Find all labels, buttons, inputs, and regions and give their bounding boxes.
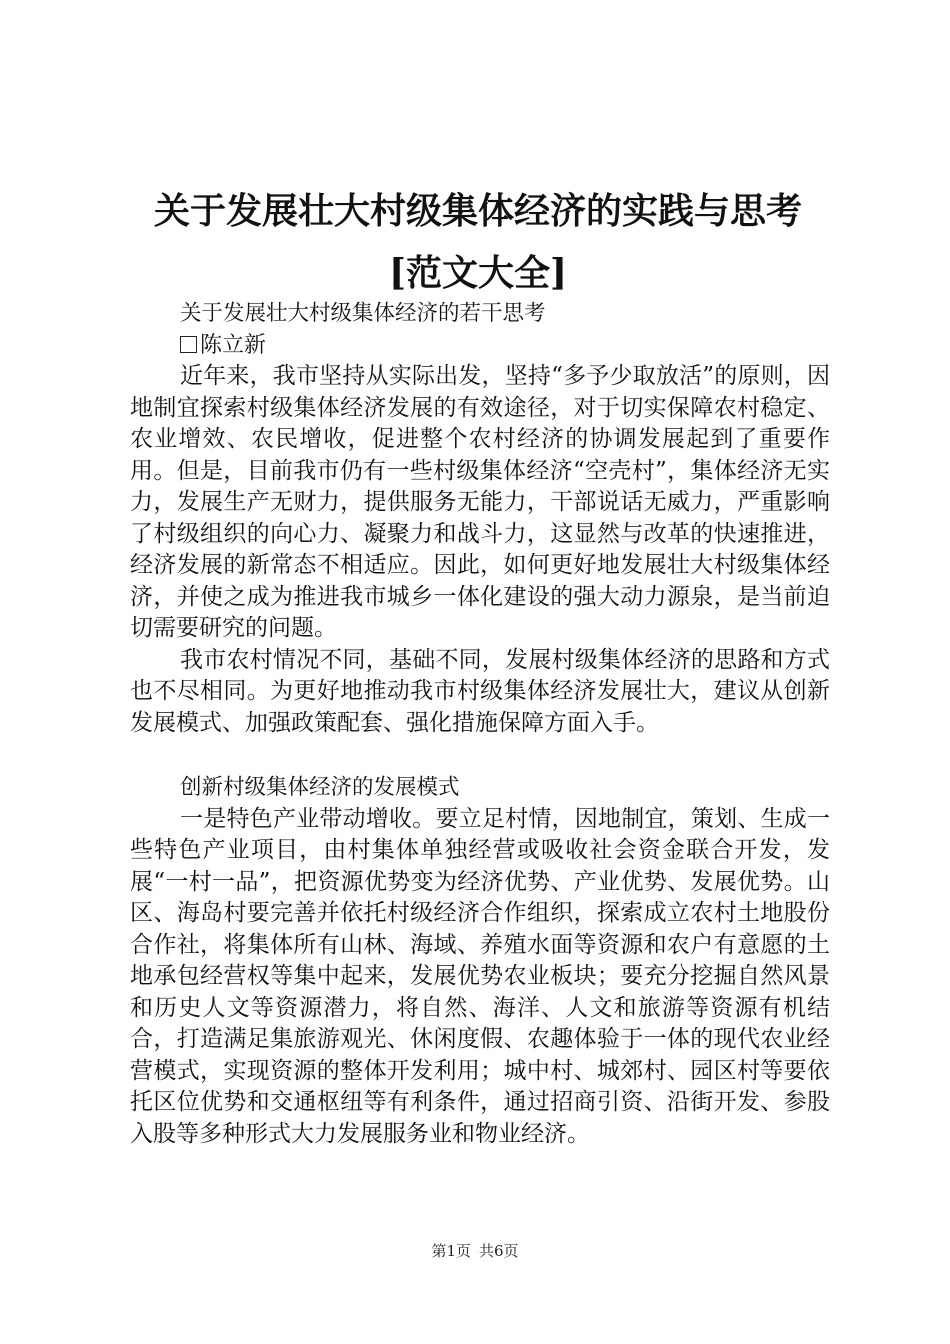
section-heading: 创新村级集体经济的发展模式 [180,775,460,800]
paragraph-approach: 我市农村情况不同，基础不同，发展村级集体经济的思路和方式也不尽相同。为更好地推动我市村级集体经济发展壮大，建议从创新发展模式、加强政策配套、强化措施保障方面入手。 [130,646,830,736]
page-number-total: 共6页 [479,1242,519,1260]
author-name: 陈立新 [200,332,267,358]
page-number-current: 第1页 [431,1242,471,1260]
paragraph-intro: 近年来，我市坚持从实际出发，坚持“多予少取放活”的原则，因地制宜探索村级集体经济发展的有效途径，对于切实保障农村稳定、农业增效、农民增收，促进整个农村经济的协调发展起到了重要作用。但是，目前我市仍有一些村级集体经济“空壳村”，集体经济无实力，发展生产无财力，提供服务无能力，干部说话无威力，严重影响了村级组织的向心力、凝聚力和战斗力，这显然与改革的快速推进，经济发展的新常态不相适应。因此，如何更好地发展壮大村级集体经济，并使之成为推进我市城乡一体化建设的强大动力源泉，是当前迫切需要研究的问题。 [130,363,830,641]
article-subtitle: 关于发展壮大村级集体经济的若干思考 [180,301,546,326]
document-title: 关于发展壮大村级集体经济的实践与思考[范文大全] [153,190,802,294]
paragraph-section-1: 一是特色产业带动增收。要立足村情，因地制宜，策划、生成一些特色产业项目，由村集体单独经营或吸收社会资金联合开发，发展“一村一品”，把资源优势变为经济优势、产业优势、发展优势。山区、海岛村要完善并依托村级经济合作组织，探索成立农村土地股份合作社，将集体所有山林、海域、养殖水面等资源和农户有意愿的土地承包经营权等集中起来，发展优势农业板块；要充分挖掘自然风景和历史人文等资源潜力，将自然、海洋、人文和旅游等资源有机结合，打造满足集旅游观光、休闲度假、农趣体验于一体的现代农业经营模式，实现资源的整体开发利用；城中村、城郊村、园区村等要依托区位优势和交通枢纽等有利条件，通过招商引资、沿街开发、参股入股等多种形式大力发展服务业和物业经济。 [130,805,830,1147]
paragraph-spacer [130,739,830,772]
author-line [130,330,830,362]
page-footer [0,1240,950,1261]
document-body [130,298,830,1150]
checkbox-glyph-icon [180,336,197,353]
